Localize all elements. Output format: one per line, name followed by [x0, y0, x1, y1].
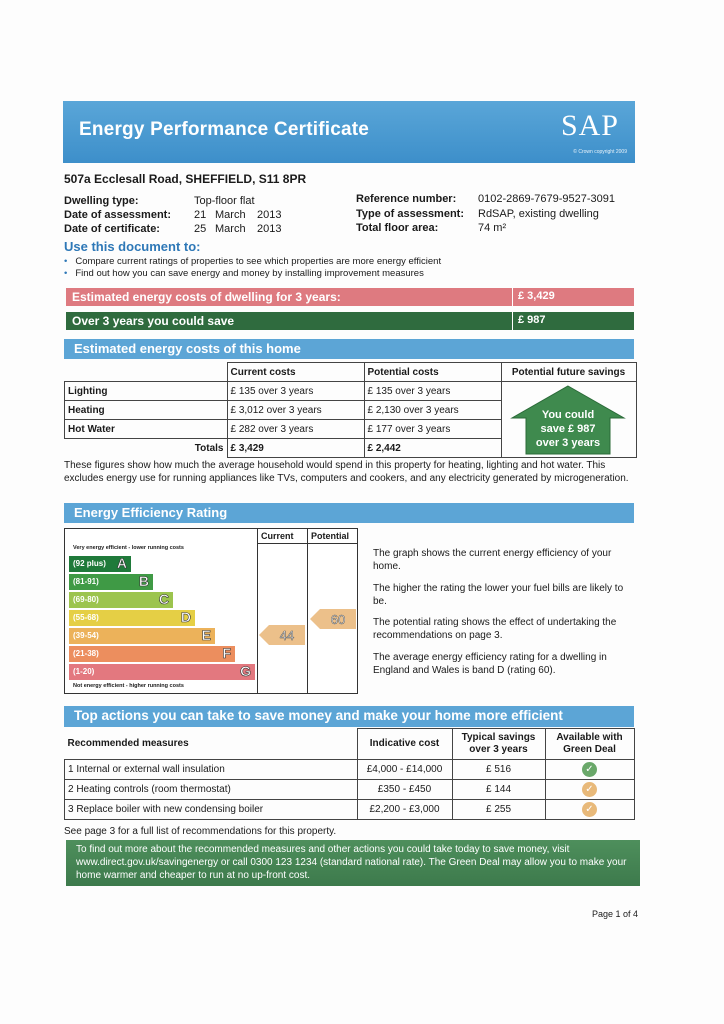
cost-row-current: £ 282 over 3 years: [227, 420, 364, 439]
cost-row-name: Heating: [65, 401, 228, 420]
green-deal-header: Available with Green Deal: [545, 729, 634, 760]
potential-rating-arrow: [310, 609, 356, 629]
totals-label: Totals: [194, 442, 224, 454]
certificate-month: March: [215, 223, 246, 235]
rating-band-b: [69, 574, 153, 590]
header-banner: [63, 101, 635, 163]
rating-band-a: [69, 556, 131, 572]
band-range: (39-54): [73, 631, 99, 640]
cost-row-potential: £ 177 over 3 years: [364, 420, 501, 439]
savings-header: Typical savings over 3 years: [452, 729, 545, 760]
rating-explanation: The average energy efficiency rating for a dwelling in England and Wales is band D (rating 60).: [373, 652, 607, 676]
measure-savings: £ 516: [452, 759, 545, 779]
current-column-header: Current: [261, 531, 294, 541]
actions-section-header: Top actions you can take to save money and make your home more efficient: [64, 706, 634, 727]
rating-explanation: The graph shows the current energy efficiency of your home.: [373, 548, 612, 572]
rating-band-e: [69, 628, 215, 644]
crown-copyright: © Crown copyright 2009: [573, 149, 627, 155]
band-range: (81-91): [73, 577, 99, 586]
estimated-cost-value: £ 3,429: [518, 290, 555, 302]
potential-rating-value: 60: [330, 612, 346, 627]
save-label: Over 3 years you could save: [72, 314, 235, 328]
use-bullet: • Find out how you can save energy and money by installing improvement measures: [64, 268, 424, 279]
band-letter: C: [158, 591, 169, 607]
band-letter: B: [138, 573, 149, 589]
cost-row-name: Lighting: [65, 382, 228, 401]
estimated-cost-bar: [66, 288, 634, 306]
assessment-day: 21: [194, 209, 207, 221]
measure-savings: £ 144: [452, 779, 545, 799]
cost-row-potential: £ 2,130 over 3 years: [364, 401, 501, 420]
cost-row-name: Hot Water: [65, 420, 228, 439]
measure-savings: £ 255: [452, 799, 545, 819]
cost-row-current: £ 135 over 3 years: [227, 382, 364, 401]
cost-row-current: £ 3,012 over 3 years: [227, 401, 364, 420]
floor-area: 74 m²: [478, 222, 507, 234]
measure-cost: £2,200 - £3,000: [357, 799, 452, 819]
band-letter: D: [180, 609, 191, 625]
total-current: £ 3,429: [227, 439, 364, 458]
band-range: (1-20): [73, 667, 95, 676]
use-document-title: Use this document to:: [64, 239, 201, 254]
house-savings-icon: [510, 384, 626, 456]
actions-table: [64, 728, 635, 820]
current-rating-arrow: [259, 625, 305, 645]
efficient-note: Very energy efficient - lower running costs: [73, 545, 184, 551]
assessment-type-label: Type of assessment:: [356, 208, 465, 220]
green-deal-check-icon: ✓: [582, 802, 597, 817]
costs-note: These figures show how much the average household would spend in this property for heating, lighting and hot water. This excludes energy use for running appliances like TVs, computers and cookers, and any electricity generated by microgeneration.: [64, 460, 629, 484]
costs-section-header: Estimated energy costs of this home: [64, 339, 634, 359]
house-line: over 3 years: [535, 437, 601, 449]
page-number: Page 1 of 4: [592, 909, 639, 919]
use-bullet: • Compare current ratings of properties to see which properties are more energy efficient: [64, 256, 442, 267]
certificate-title: Energy Performance Certificate: [79, 119, 370, 140]
certificate-day: 25: [194, 223, 207, 235]
measure-cost: £350 - £450: [357, 779, 452, 799]
band-letter: A: [116, 555, 127, 571]
band-letter: F: [222, 645, 231, 661]
rating-explanation: The potential rating shows the effect of undertaking the recommendations on page 3.: [373, 617, 617, 641]
estimated-cost-label: Estimated energy costs of dwelling for 3 years:: [72, 290, 341, 304]
certificate-date-label: Date of certificate:: [64, 223, 160, 235]
future-savings-header: Potential future savings: [501, 363, 636, 382]
green-deal-check-icon: ✓: [582, 782, 597, 797]
sap-logo: SAP: [560, 109, 619, 142]
cost-row-potential: £ 135 over 3 years: [364, 382, 501, 401]
measure-name: 3 Replace boiler with new condensing boiler: [65, 799, 358, 819]
measure-name: 2 Heating controls (room thermostat): [65, 779, 358, 799]
actions-footnote: See page 3 for a full list of recommendations for this property.: [64, 826, 337, 837]
cost-header: Indicative cost: [357, 729, 452, 760]
house-line: save £ 987: [540, 423, 596, 435]
assessment-date-label: Date of assessment:: [64, 209, 171, 221]
band-letter: E: [201, 627, 211, 643]
floor-area-label: Total floor area:: [356, 222, 439, 234]
total-potential: £ 2,442: [364, 439, 501, 458]
house-line: You could: [541, 409, 595, 421]
assessment-year: 2013: [257, 209, 282, 221]
green-deal-check-icon: ✓: [582, 762, 597, 777]
green-deal-note: To find out more about the recommended measures and other actions you could take today to save money, visit www.direct.gov.uk/savingenergy or call 0300 123 1234 (standard national rate). The Green Deal may allow you to make your home warmer and cheaper to run at no up-front cost.: [66, 840, 640, 886]
current-costs-header: Current costs: [227, 363, 364, 382]
property-address: 507a Ecclesall Road, SHEFFIELD, S11 8PR: [64, 172, 307, 186]
rating-section-header: Energy Efficiency Rating: [64, 503, 634, 523]
rating-band-f: [69, 646, 235, 662]
band-range: (55-68): [73, 613, 99, 622]
measures-header: Recommended measures: [65, 729, 358, 760]
assessment-month: March: [215, 209, 246, 221]
rating-chart: [64, 528, 358, 694]
dwelling-type-label: Dwelling type:: [64, 195, 139, 207]
potential-column-header: Potential: [311, 531, 350, 541]
save-bar: [66, 312, 634, 330]
dwelling-type: Top-floor flat: [194, 195, 255, 207]
reference-label: Reference number:: [356, 193, 457, 205]
rating-band-c: [69, 592, 173, 608]
band-letter: G: [240, 663, 251, 679]
inefficient-note: Not energy efficient - higher running costs: [73, 683, 184, 689]
measure-name: 1 Internal or external wall insulation: [65, 759, 358, 779]
band-range: (92 plus): [73, 559, 106, 568]
band-range: (21-38): [73, 649, 99, 658]
rating-explanation: The higher the rating the lower your fuel bills are likely to be.: [373, 583, 624, 607]
rating-band-d: [69, 610, 195, 626]
rating-band-g: [69, 664, 255, 680]
current-rating-value: 44: [279, 628, 295, 643]
reference-number: 0102-2869-7679-9527-3091: [478, 193, 616, 205]
potential-costs-header: Potential costs: [364, 363, 501, 382]
certificate-year: 2013: [257, 223, 282, 235]
measure-cost: £4,000 - £14,000: [357, 759, 452, 779]
assessment-type: RdSAP, existing dwelling: [478, 208, 599, 220]
band-range: (69-80): [73, 595, 99, 604]
save-value: £ 987: [518, 314, 546, 326]
